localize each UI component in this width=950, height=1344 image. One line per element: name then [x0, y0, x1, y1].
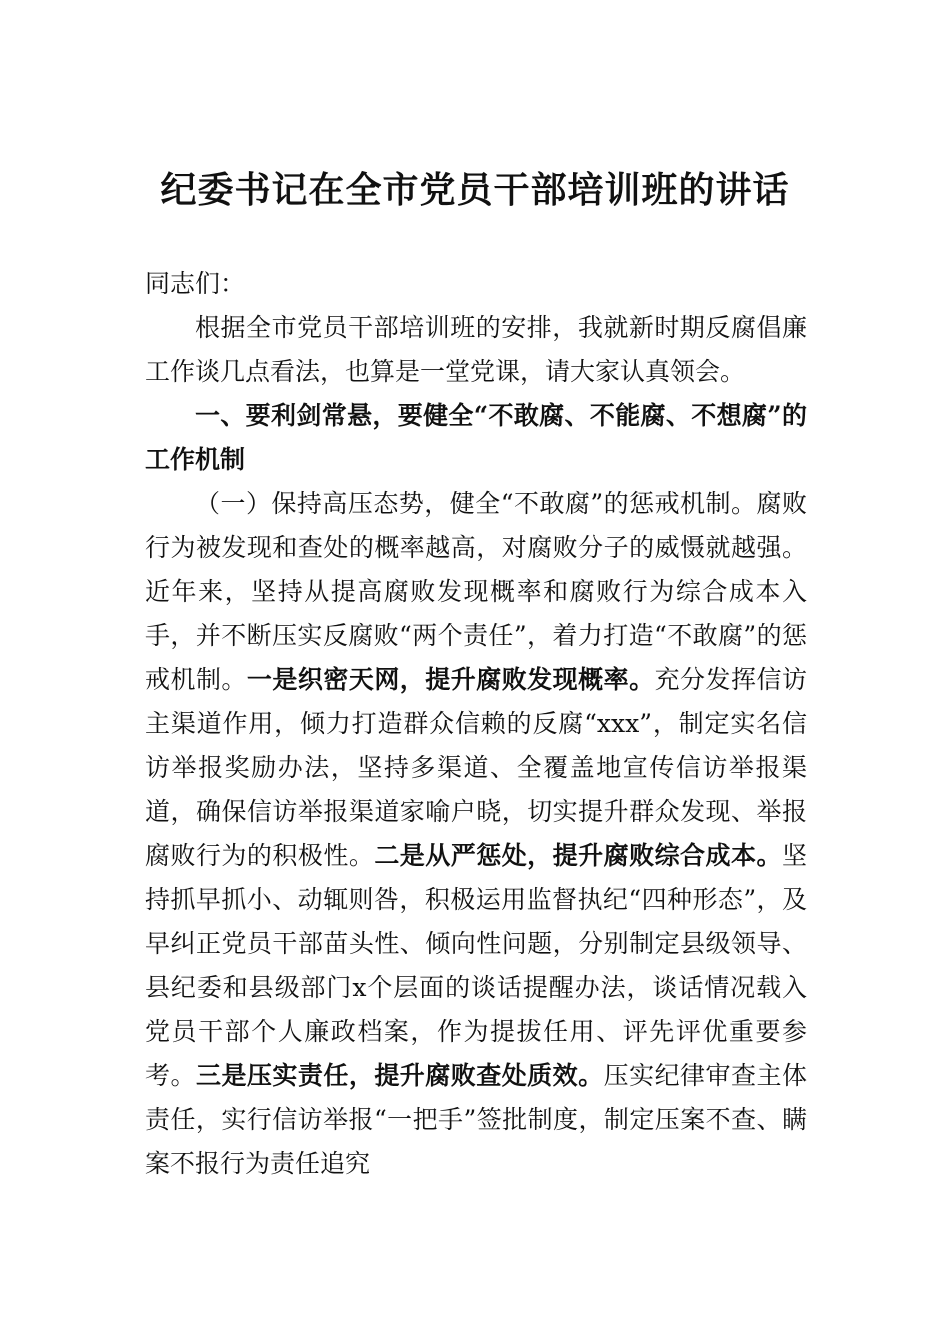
paragraph-text: 坚持抓早抓小、动辄则咎，积极运用监督执纪“四种形态”，及早纠正党员干部苗头性、倾向性问题，分别制定县级领导、县纪委和县级部门x个层面的谈话提醒办法，谈话情况载入党员干部个人廉政档案，作为提拔任用、评先评优重要参考。 [145, 841, 807, 1090]
section-heading: 一、要利剑常悬，要健全“不敢腐、不能腐、不想腐”的工作机制 [145, 401, 807, 474]
bold-point-3: 三是压实责任，提升腐败查处质效。 [195, 1061, 604, 1090]
salutation: 同志们： [145, 269, 246, 298]
document-body [145, 262, 807, 1186]
paragraph-text: 压实纪律审查主体责任，实行信访举报“一把手”签批制度，制定压案不查、瞒案不报行为责任追究 [145, 1061, 807, 1178]
paragraph-text: （一）保持高压态势，健全“不敢腐”的惩戒机制。腐败行为被发现和查处的概率越高，对腐败分子的威慑就越强。近年来，坚持从提高腐败发现概率和腐败行为综合成本入手，并不断压实反腐败“两个责任”，着力打造“不敢腐”的惩戒机制。 [145, 489, 807, 694]
intro-paragraph: 根据全市党员干部培训班的安排，我就新时期反腐倡廉工作谈几点看法，也算是一堂党课，请大家认真领会。 [145, 313, 807, 386]
paragraph-text: 充分发挥信访主渠道作用，倾力打造群众信赖的反腐“xxx”，制定实名信访举报奖励办法，坚持多渠道、全覆盖地宣传信访举报渠道，确保信访举报渠道家喻户晓，切实提升群众发现、举报腐败行为的积极性。 [145, 665, 807, 870]
bold-point-2: 二是从严惩处，提升腐败综合成本。 [374, 841, 782, 870]
bold-point-1: 一是织密天网，提升腐败发现概率。 [246, 665, 655, 694]
body-paragraph [145, 482, 807, 1186]
document-title: 纪委书记在全市党员干部培训班的讲话 [160, 169, 790, 211]
